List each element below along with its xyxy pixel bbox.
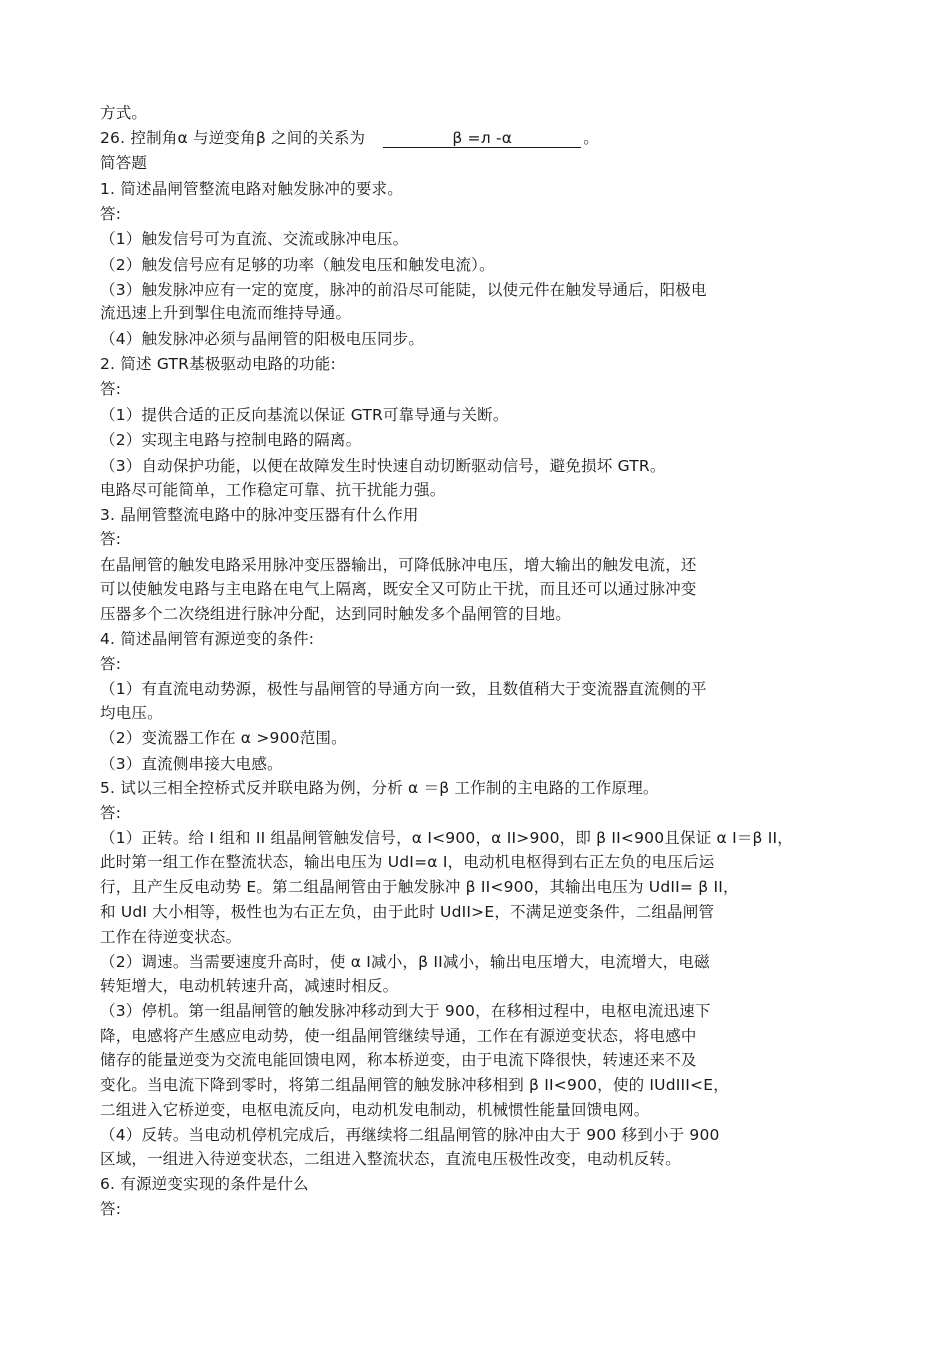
- answer-label: 答:: [100, 530, 122, 548]
- text-line: 和 UdI 大小相等，极性也为右正左负，由于此时 UdII>E，不满足逆变条件，二组晶闸管: [100, 903, 715, 921]
- text-line: （1）正转。给 I 组和 II 组晶闸管触发信号，α I<900，α II>900，即 β II<900且保证 α I＝β II，: [100, 829, 793, 847]
- text-line: 工作在待逆变状态。: [100, 928, 242, 946]
- text-line: 储存的能量逆变为交流电能回馈电网，称本桥逆变，由于电流下降很快，转速还来不及: [100, 1051, 697, 1069]
- section-heading: 简答题: [100, 154, 148, 172]
- question-26: [100, 127, 880, 149]
- text-line: 降，电感将产生感应电动势，使一组晶闸管继续导通，工作在有源逆变状态，将电感中: [100, 1027, 697, 1045]
- text-line: 此时第一组工作在整流状态，输出电压为 UdI=α I，电动机电枢得到右正左负的电压后运: [100, 853, 715, 871]
- text-line: 区域，一组进入待逆变状态，二组进入整流状态，直流电压极性改变，电动机反转。: [100, 1150, 681, 1168]
- text-line: （4）反转。当电动机停机完成后，再继续将二组晶闸管的脉冲由大于 900 移到小于 900: [100, 1126, 720, 1144]
- text-line: 可以使触发电路与主电路在电气上隔离，既安全又可防止干扰，而且还可以通过脉冲变: [100, 580, 697, 598]
- text-line: （3）触发脉冲应有一定的宽度，脉冲的前沿尽可能陡，以使元件在触发导通后，阳极电: [100, 281, 707, 299]
- text-line: （1）触发信号可为直流、交流或脉冲电压。: [100, 230, 409, 248]
- text-line: （4）触发脉冲必须与晶闸管的阳极电压同步。: [100, 330, 425, 348]
- text-line: 在晶闸管的触发电路采用脉冲变压器输出，可降低脉冲电压，增大输出的触发电流，还: [100, 556, 697, 574]
- text-line: （3）自动保护功能，以便在故障发生时快速自动切断驱动信号，避免损坏 GTR。: [100, 457, 666, 475]
- text-line: （1）有直流电动势源，极性与晶闸管的导通方向一致，且数值稍大于变流器直流侧的平: [100, 680, 707, 698]
- answer-label: 答:: [100, 205, 122, 223]
- text-line: 二组进入它桥逆变，电枢电流反向，电动机发电制动，机械惯性能量回馈电网。: [100, 1101, 650, 1119]
- text-line: 方式。: [100, 104, 148, 122]
- answer-label: 答:: [100, 1200, 122, 1218]
- text-line: （2）调速。当需要速度升高时，使 α I减小，β II减小，输出电压增大，电流增大，电磁: [100, 953, 710, 971]
- question-6: 6. 有源逆变实现的条件是什么: [100, 1175, 309, 1193]
- question-4: 4. 简述晶闸管有源逆变的条件:: [100, 630, 315, 648]
- text-line: 压器多个二次绕组进行脉冲分配，达到同时触发多个晶闸管的目地。: [100, 605, 572, 623]
- text-line: （1）提供合适的正反向基流以保证 GTR可靠导通与关断。: [100, 406, 509, 424]
- text-line: （3）停机。第一组晶闸管的触发脉冲移动到大于 900，在移相过程中，电枢电流迅速下: [100, 1002, 711, 1020]
- text-line: 变化。当电流下降到零时，将第二组晶闸管的触发脉冲移相到 β II<900，使的 IUdIII<E，: [100, 1076, 729, 1094]
- text-line: 流迅速上升到掣住电流而维持导通。: [100, 304, 352, 322]
- answer-label: 答:: [100, 380, 122, 398]
- question-1: 1. 简述晶闸管整流电路对触发脉冲的要求。: [100, 180, 403, 198]
- text-line: （3）直流侧串接大电感。: [100, 755, 283, 773]
- text-line: （2）变流器工作在 α >900范围。: [100, 729, 347, 747]
- text-line: 电路尽可能简单，工作稳定可靠、抗干扰能力强。: [100, 481, 446, 499]
- text-line: 转矩增大，电动机转速升高，减速时相反。: [100, 977, 399, 995]
- question-26-text: 26. 控制角α 与逆变角β 之间的关系为: [100, 129, 366, 147]
- text-line: （2）触发信号应有足够的功率（触发电压和触发电流）。: [100, 256, 495, 274]
- question-2: 2. 简述 GTR基极驱动电路的功能:: [100, 355, 336, 373]
- text-line: 行，且产生反电动势 E。第二组晶闸管由于触发脉冲 β II<900，其输出电压为 UdII= β II，: [100, 878, 739, 896]
- answer-label: 答:: [100, 804, 122, 822]
- question-5: 5. 试以三相全控桥式反并联电路为例，分析 α ＝β 工作制的主电路的工作原理。: [100, 779, 659, 797]
- question-3: 3. 晶闸管整流电路中的脉冲变压器有什么作用: [100, 506, 419, 524]
- text-line: （2）实现主电路与控制电路的隔离。: [100, 431, 362, 449]
- question-26-answer-blank: β =л -α: [383, 129, 581, 148]
- question-26-end: 。: [583, 129, 599, 147]
- answer-label: 答:: [100, 655, 122, 673]
- text-line: 均电压。: [100, 704, 163, 722]
